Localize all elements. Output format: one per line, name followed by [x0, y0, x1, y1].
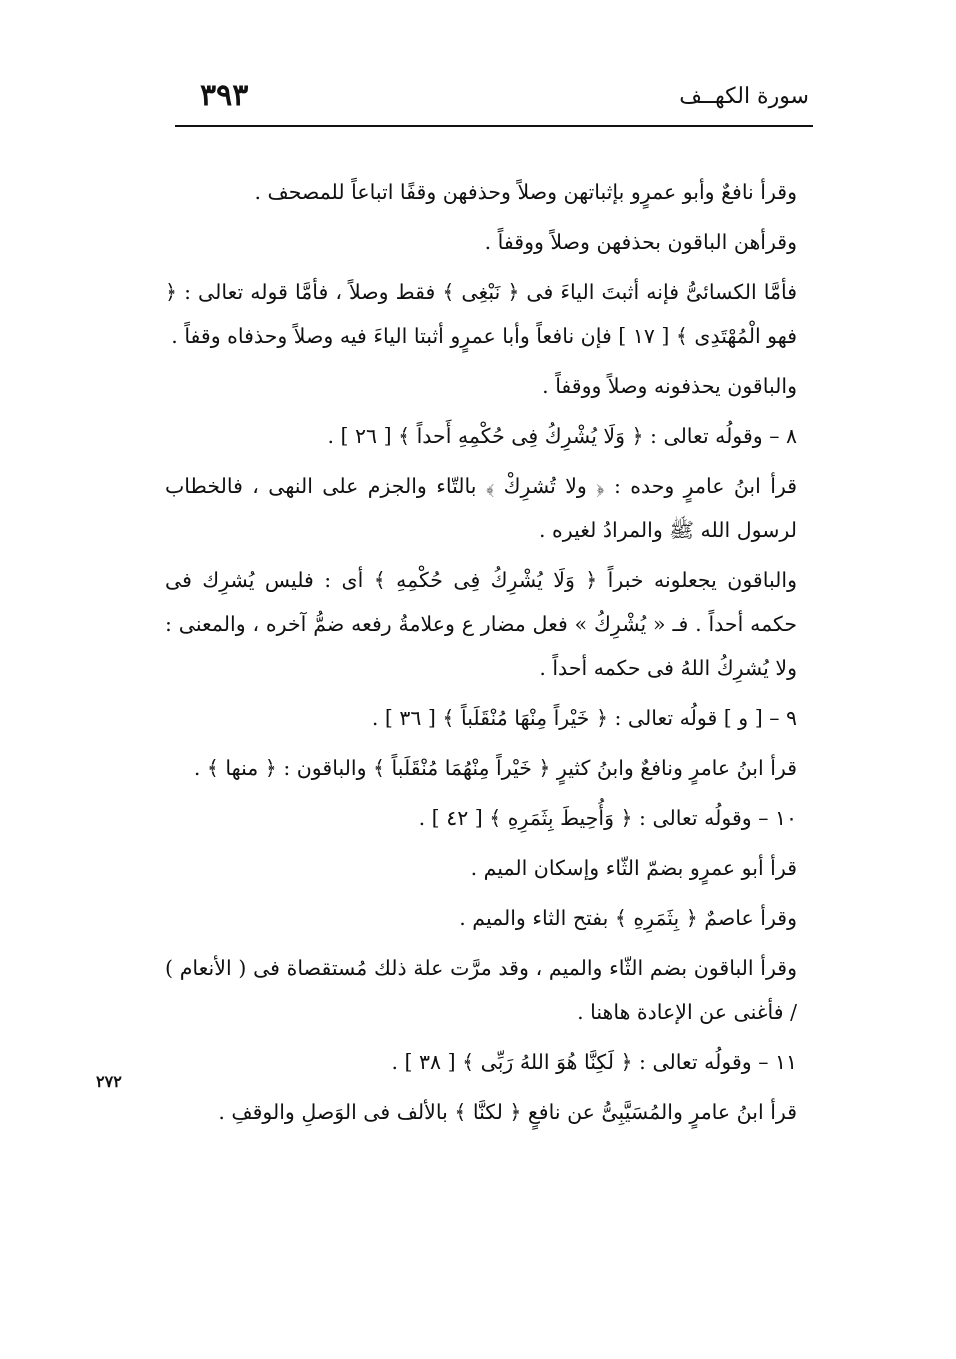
page-number: ٣٩٣: [200, 78, 249, 113]
paragraph: وقرأهن الباقون بحذفهن وصلاً ووقفاً .: [484, 230, 797, 254]
paragraph: قرأ ابنُ عامرٍ ونافعٌ وابنُ كثيرٍ ﴿ خَيْراً مِنْهُمَا مُنْقَلَباً ﴾ والباقون : ﴿ منها ﴾ .: [193, 756, 797, 780]
paragraph: فأمَّا الكسائىُّ فإنه أثبتَ الياءَ فى ﴿ نَبْغِى ﴾ فقط وصلاً ، فأمَّا قوله تعالى : ﴿ فهو الْمُهْتَدِى ﴾ [ ١٧ ] فإن نافعاً وأبا عمرٍو أثبتا الياءَ فيه وصلاً وحذفاه وقفاً .: [165, 280, 797, 348]
header-divider: [175, 125, 813, 127]
paragraph: ٨ – وقولُه تعالى : ﴿ وَلَا يُشْرِكُ فِى حُكْمِهِ أَحداً ﴾ [ ٢٦ ] .: [327, 424, 797, 448]
paragraph: ٩ – [ و ] قولُه تعالى : ﴿ خَيْراً مِنْهَا مُنْقَلَباً ﴾ [ ٣٦ ] .: [371, 706, 797, 730]
paragraph: قرأ ابنُ عامرٍ وحده : ﴿ ولا تُشرِكْ ﴾ بالتّاء والجزم على النهى ، فالخطاب لرسول الله ﷺ والمرادُ لغيره .: [165, 474, 797, 542]
paragraph: ١١ – وقولُه تعالى : ﴿ لَكِنَّا هُوَ اللهُ رَبِّى ﴾ [ ٣٨ ] .: [391, 1050, 797, 1074]
surah-title: سورة الكهــف: [679, 84, 809, 109]
body-text: [165, 170, 797, 1140]
paragraph: قرأ أبو عمرٍو بضمّ الثّاء وإسكان الميم .: [470, 856, 797, 880]
paragraph: والباقون يحذفونه وصلاً ووقفاً .: [542, 374, 797, 398]
paragraph: قرأ ابنُ عامرٍ والمُسَيَّبِىُّ عن نافعٍ ﴿ لكنَّا ﴾ بالألف فى الوَصلِ والوقفِ .: [218, 1100, 797, 1124]
page-header: [175, 70, 815, 120]
paragraph: وقرأ عاصمٌ ﴿ بِثَمَرِهِ ﴾ بفتح الثاء والميم .: [459, 906, 797, 930]
paragraph: وقرأ نافعٌ وأبو عمرٍو بإثباتهن وصلاً وحذفهن وقفًا اتباعاً للمصحف .: [254, 180, 797, 204]
paragraph: والباقون يجعلونه خبراً ﴿ وَلَا يُشْرِكُ فِى حُكْمِهِ ﴾ أى : فليس يُشرِك فى حكمه أحداً . فـ « يُشْرِكُ » فعل مضار ع وعلامةُ رفعه ضمُّ آخره ، والمعنى : ولا يُشرِكُ اللهُ فى حكمه أحداً .: [165, 568, 797, 680]
paragraph: ١٠ – وقولُه تعالى : ﴿ وَأُحِيطَ بِثَمَرِهِ ﴾ [ ٤٢ ] .: [418, 806, 797, 830]
margin-page-reference: ٢٧٢: [96, 1072, 122, 1091]
paragraph: وقرأ الباقون بضم الثّاء والميم ، وقد مرَّت علة ذلك مُستقصاة فى ( الأنعام ) / فأغنى عن الإعادة هاهنا .: [165, 956, 797, 1024]
